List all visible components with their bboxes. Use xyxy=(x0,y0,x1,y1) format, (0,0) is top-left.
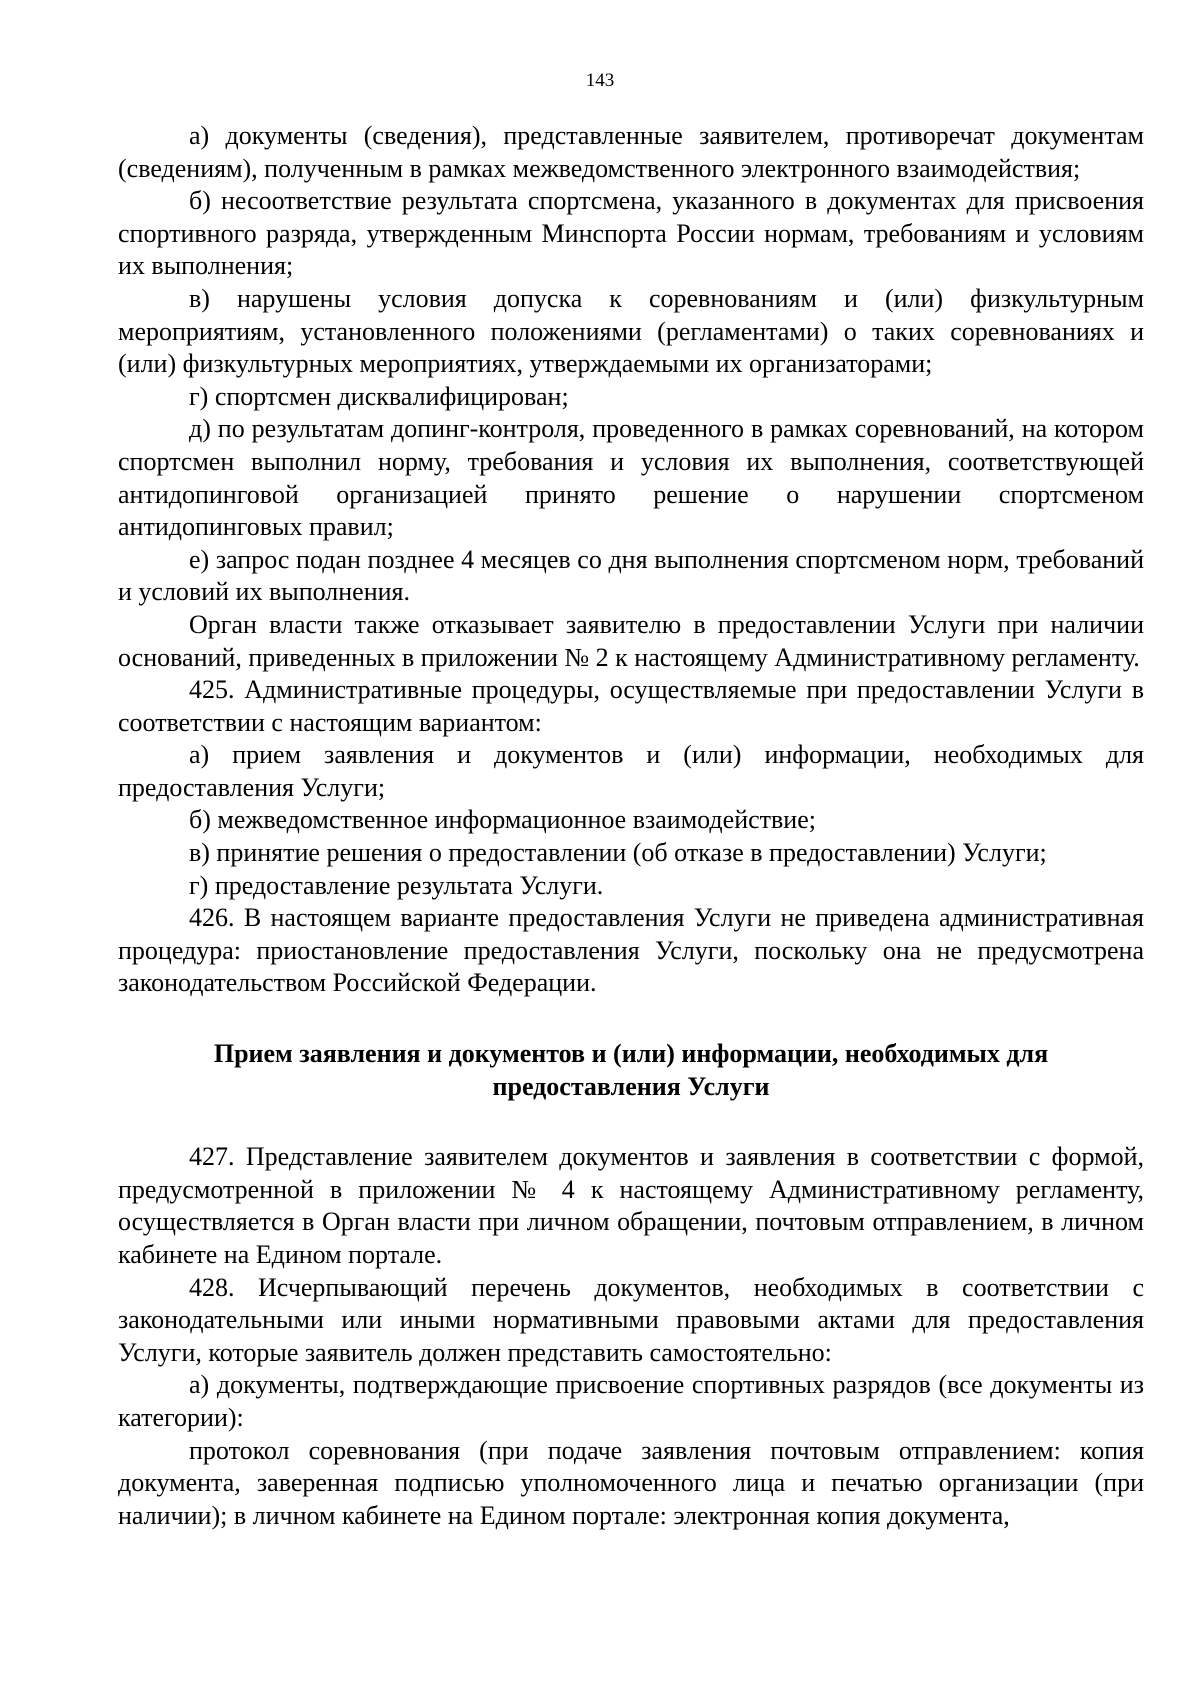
paragraph: 428. Исчерпывающий перечень документов, необходимых в соответствии с законодательными или иными нормативными правовыми актами для предоставления Услуги, которые заявитель должен представить самостоятельно: xyxy=(118,1272,1144,1367)
paragraph: б) межведомственное информационное взаимодействие; xyxy=(189,805,816,835)
paragraph: 426. В настоящем варианте предоставления Услуги не приведена административная процедура: приостановление предоставления Услуги, поскольку она не предусмотрена законодательством Российской Федерации. xyxy=(118,903,1144,998)
paragraph: 425. Административные процедуры, осуществляемые при предоставлении Услуги в соответствии с настоящим вариантом: xyxy=(118,675,1144,737)
paragraph: в) нарушены условия допуска к соревнованиям и (или) физкультурным мероприятиям, установленного положениями (регламентами) о таких соревнованиях и (или) физкультурных мероприятиях, утверждаемыми их организаторами; xyxy=(118,283,1144,379)
paragraph: 427. Представление заявителем документов и заявления в соответствии с формой, предусмотренной в приложении № 4 к настоящему Административному регламенту, осуществляется в Орган власти при личном обращении, почтовым отправлением, в личном кабинете на Едином портале. xyxy=(118,1142,1144,1269)
paragraph: е) запрос подан позднее 4 месяцев со дня выполнения спортсменом норм, требований и условий их выполнения. xyxy=(118,544,1144,607)
paragraph: а) документы (сведения), представленные заявителем, противоречат документам (сведениям), полученным в рамках межведомственного электронного взаимодействия; xyxy=(118,121,1144,183)
paragraph: б) несоответствие результата спортсмена, указанного в документах для присвоения спортивного разряда, утвержденным Минспорта России нормам, требованиям и условиям их выполнения; xyxy=(118,186,1144,281)
paragraph: г) спортсмен дисквалифицирован; xyxy=(189,381,569,411)
paragraph: протокол соревнования (при подаче заявления почтовым отправлением: копия документа, заверенная подписью уполномоченного лица и печатью организации (при наличии); в личном кабинете на Едином портале: электронная копия документа, xyxy=(118,1435,1144,1530)
paragraph: Орган власти также отказывает заявителю в предоставлении Услуги при наличии оснований, приведенных в приложении № 2 к настоящему Административному регламенту. xyxy=(118,609,1144,672)
section-heading: Прием заявления и документов и (или) информации, необходимых для предоставления Услуги xyxy=(213,1039,1049,1101)
paragraph: д) по результатам допинг-контроля, проведенного в рамках соревнований, на котором спортсмен выполнил норму, требования и условия их выполнения, соответствующей антидопинговой организацией принято решение о нарушении спортсменом антидопинговых правил; xyxy=(118,414,1144,542)
paragraph: а) прием заявления и документов и (или) информации, необходимых для предоставления Услуги; xyxy=(118,740,1144,802)
paragraph: в) принятие решения о предоставлении (об отказе в предоставлении) Услуги; xyxy=(189,838,1047,868)
page-number: 143 xyxy=(585,70,615,91)
document-body xyxy=(118,120,1144,1532)
paragraph: г) предоставление результата Услуги. xyxy=(189,870,604,900)
paragraph: а) документы, подтверждающие присвоение спортивных разрядов (все документы из категории): xyxy=(118,1370,1144,1432)
